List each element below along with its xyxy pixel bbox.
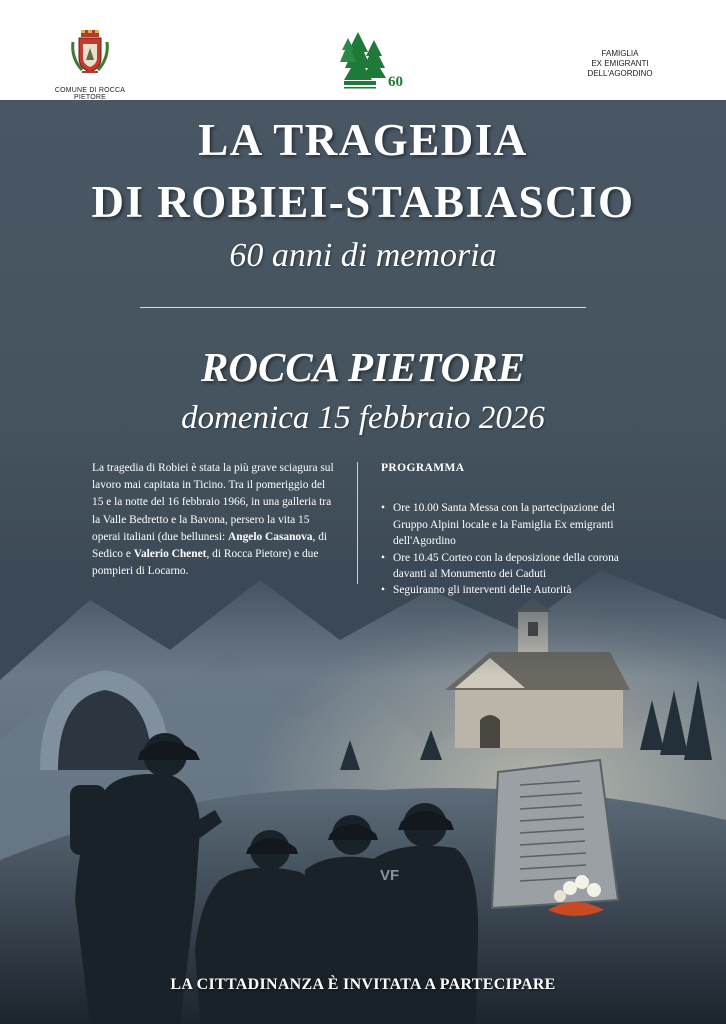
event-date: domenica 15 febbraio 2026: [181, 400, 545, 436]
story-part-3: , di Rocca Pietore) e due pompieri di Locarno.: [92, 548, 319, 578]
story-paragraph: [92, 460, 336, 580]
comune-caption: COMUNE DI ROCCA PIETORE: [54, 87, 126, 101]
column-divider: [357, 462, 358, 584]
subtitle: 60 anni di memoria: [229, 237, 497, 274]
pine-trees-association-logo: [340, 28, 403, 92]
program-list: [381, 500, 646, 598]
memorial-illustration: [0, 560, 726, 1024]
program-section: [381, 460, 646, 599]
right-line-2: EX EMIGRANTI: [591, 59, 649, 68]
program-heading: PROGRAMMA: [381, 462, 465, 474]
right-line-3: DELL'AGORDINO: [587, 69, 653, 78]
svg-text:60: 60: [388, 74, 403, 90]
title-divider: [140, 307, 586, 308]
main-title-line-2: DI ROBIEI-STABIASCIO: [91, 177, 635, 227]
victim-name-1: Angelo Casanova: [228, 530, 313, 543]
coat-of-arms-icon: [70, 28, 110, 78]
story-text: [92, 460, 336, 580]
program-item: • Ore 10.00 Santa Messa con la partecipazione del Gruppo Alpini locale e la Famiglia Ex emigranti dell'Agordino: [381, 500, 646, 549]
story-part-2: , di Sedico e: [92, 530, 328, 561]
header-bar: [0, 0, 726, 100]
right-line-1: FAMIGLIA: [601, 49, 639, 58]
program-item: • Seguiranno gli interventi delle Autorità: [381, 582, 646, 598]
comune-logo: [40, 28, 140, 101]
invitation-footer: LA CITTADINANZA È INVITATA A PARTECIPARE: [170, 976, 556, 993]
main-title-line-1: LA TRAGEDIA: [198, 115, 528, 165]
victim-name-2: Valerio Chenet: [133, 548, 207, 561]
story-part-1: La tragedia di Robiei è stata la più grave sciagura sul lavoro mai capitata in Ticino. Tra il pomeriggio del 15 e la notte del 16 febbraio 1966, in una galleria tra la Valle Bedretto e la Bavona, persero la vita 15 operai italiani (due bellunesi:: [92, 462, 334, 543]
program-item: • Ore 10.45 Corteo con la deposizione della corona davanti al Monumento dei Caduti: [381, 550, 646, 583]
famiglia-logo-text: [565, 49, 675, 79]
event-place: ROCCA PIETORE: [201, 344, 525, 390]
